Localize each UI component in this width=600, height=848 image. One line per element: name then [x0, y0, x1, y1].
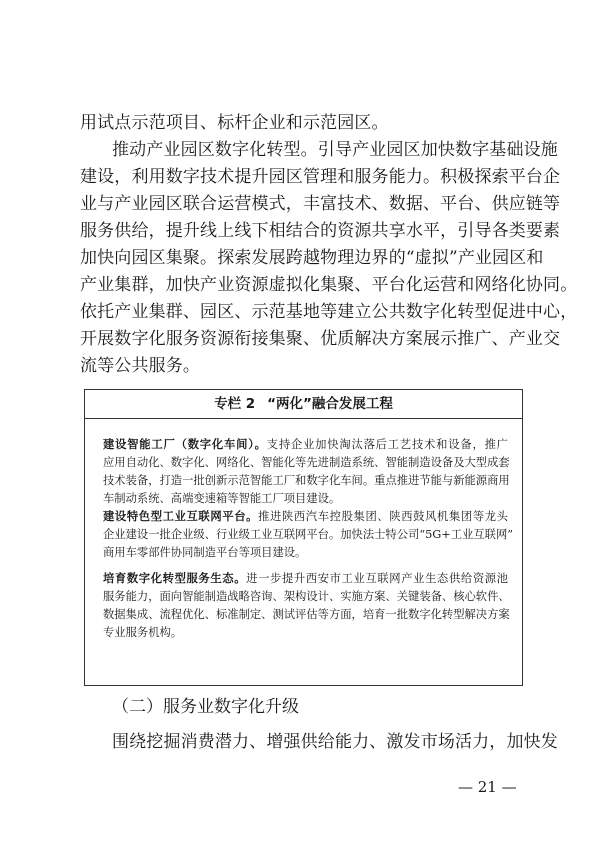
section-heading: （二）服务业数字化升级 [112, 697, 299, 717]
box-item-heading: 建设特色型工业互联网平台。 [103, 510, 259, 523]
box-item-line: 企业建设一批企业级、行业级工业互联网平台。加快法士特公司“5G+工业互联网” [103, 528, 514, 541]
body-line: 用试点示范项目、标杆企业和示范园区。 [80, 113, 389, 133]
body-line: 围绕挖掘消费潜力、增强供给能力、激发市场活力，加快发 [112, 732, 558, 752]
body-line: 开展数字化服务资源衔接集聚、优质解决方案展示推广、产业交 [80, 329, 561, 349]
box-item-line: 建设智能工厂（数字化车间）。支持企业加快淘汰落后工艺技术和设备，推广 [103, 438, 508, 451]
box-item-line: 技术装备，打造一批创新示范智能工厂和数字化车间。重点推进节能与新能源商用 [103, 474, 510, 487]
box-item-heading: 建设智能工厂（数字化车间）。 [103, 438, 267, 451]
box-item-line: 应用自动化、数字化、网络化、智能化等先进制造系统、智能制造设备及大型成套 [103, 456, 510, 469]
page-number: — 21 — [458, 778, 517, 796]
body-line: 推动产业园区数字化转型。引导产业园区加快数字基础设施 [112, 140, 558, 160]
body-line: 服务供给，提升线上线下相结合的资源共享水平，引导各类要素 [80, 221, 561, 241]
box-item-line: 培育数字化转型服务生态。进一步提升西安市工业互联网产业生态供给资源池 [103, 572, 508, 585]
feature-box-heading: “两化”融合发展工程 [267, 396, 393, 412]
feature-box-title [85, 390, 522, 419]
box-item-line: 服务能力，面向智能制造战略咨询、架构设计、实施方案、关键装备、核心软件、 [103, 590, 510, 603]
feature-box-label: 专栏 2 [214, 396, 256, 412]
box-item-heading: 培育数字化转型服务生态。 [103, 572, 247, 585]
box-item-line: 专业服务机构。 [103, 626, 183, 639]
body-line: 建设，利用数字技术提升园区管理和服务能力。积极探索平台企 [80, 167, 561, 187]
body-line: 产业集群，加快产业资源虚拟化集聚、平台化运营和网络化协同。 [80, 275, 578, 295]
body-line: 依托产业集群、园区、示范基地等建立公共数字化转型促进中心， [80, 302, 578, 322]
feature-box [84, 389, 523, 686]
body-line: 业与产业园区联合运营模式，丰富技术、数据、平台、供应链等 [80, 194, 561, 214]
box-item-line: 车制动系统、高端变速箱等智能工厂项目建设。 [103, 492, 341, 505]
body-line: 流等公共服务。 [80, 356, 201, 376]
box-item-line: 建设特色型工业互联网平台。推进陕西汽车控股集团、陕西鼓风机集团等龙头 [103, 510, 508, 523]
body-line: 加快向园区集聚。探索发展跨越物理边界的“虚拟”产业园区和 [80, 248, 544, 268]
box-item-line: 商用车零部件协同制造平台等项目建设。 [103, 546, 307, 559]
box-item-line: 数据集成、流程优化、标准制定、测试评估等方面，培育一批数字化转型解决方案 [103, 608, 510, 621]
